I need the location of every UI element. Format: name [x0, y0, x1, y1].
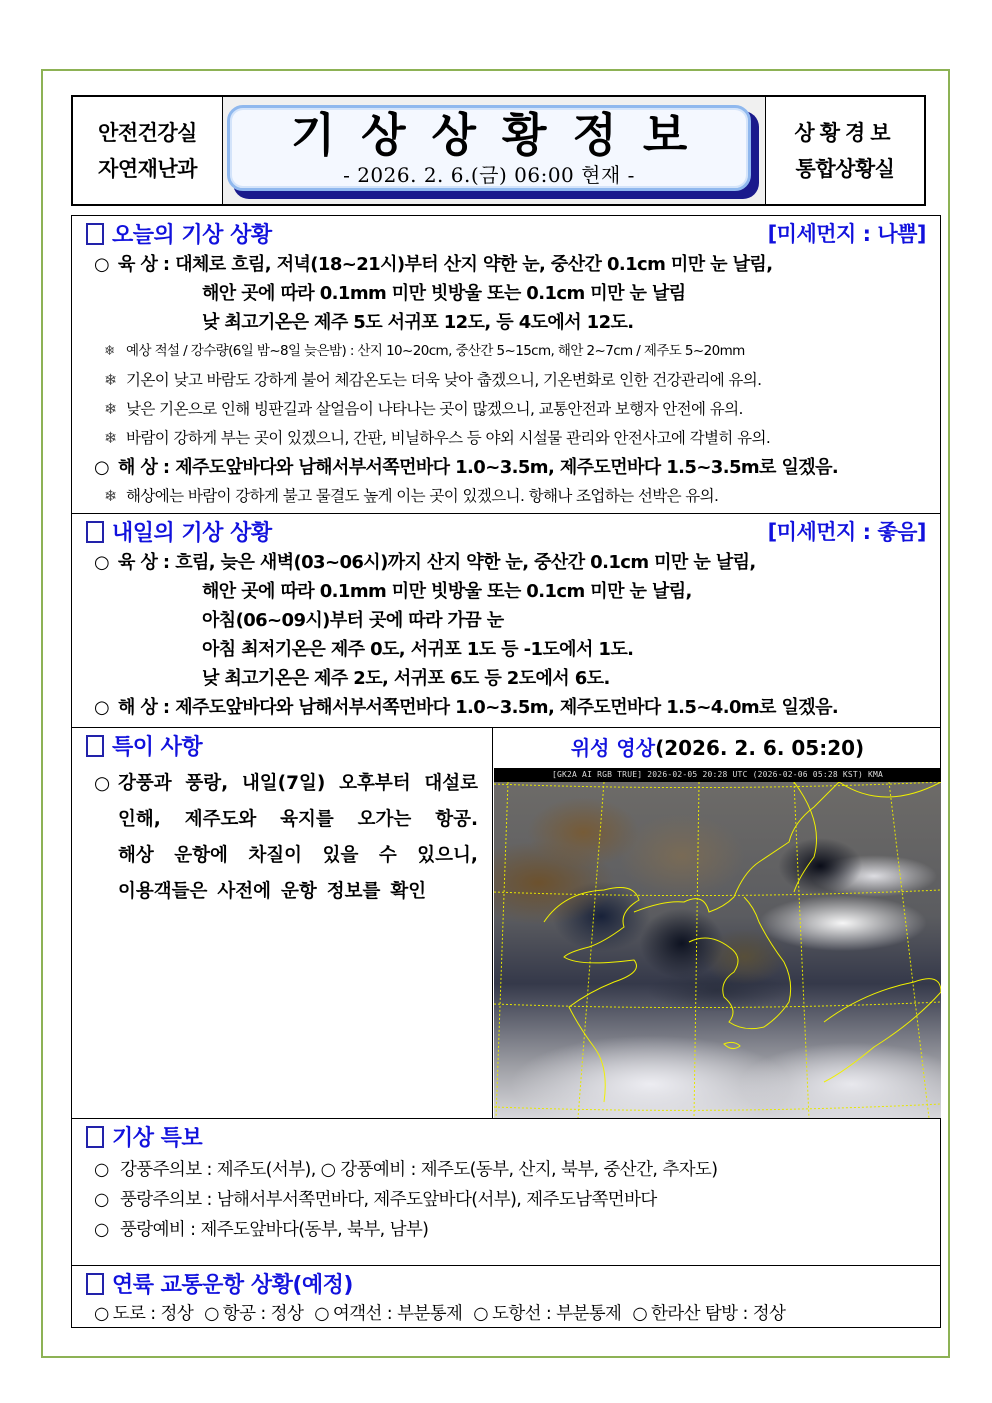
special-line: 해상 운항에 차질이 있을 수 있으니,: [118, 845, 478, 866]
land-forecast-line: 해안 곳에 따라 0.1mm 미만 빗방울 또는 0.1cm 미만 눈 날림,: [202, 581, 692, 602]
land-text: 흐림, 늦은 새벽(03~06시)까지 산지 약한 눈, 중산간 0.1cm 미만 눈 날림,: [175, 552, 756, 573]
snowflake-bullet-icon: ❄: [104, 343, 115, 359]
section-title: 기상 특보: [112, 1125, 203, 1151]
land-forecast-line: 아침(06~09시)부터 곳에 따라 가끔 눈: [202, 610, 504, 631]
sea-forecast-line: [72, 453, 940, 482]
note-line: ❄ 해상에는 바람이 강하게 불고 물결도 높게 이는 곳이 있겠으니. 항해나 조업하는 선박은 유의.: [72, 482, 940, 511]
section-title: 오늘의 기상 상황: [112, 222, 272, 248]
section-header: [72, 1119, 940, 1153]
warning-line: ○ 풍랑예비 : 제주도앞바다(동부, 북부, 남부): [72, 1215, 940, 1245]
transport-item-road: ○ 도로 : 정상: [94, 1304, 194, 1324]
special-line: 이용객들은 사전에 운항 정보를 확인: [118, 881, 427, 902]
section-title: 특이 사항: [112, 734, 203, 760]
snowflake-bullet-icon: ❄: [104, 371, 117, 389]
document-title: 기상상황정보: [290, 108, 714, 162]
title-area: [223, 97, 765, 204]
circle-bullet-icon: ○: [94, 1220, 109, 1240]
circle-bullet-icon: ○: [314, 1304, 329, 1324]
satellite-caption: [GK2A AI RGB TRUE] 2026-02-05 20:28 UTC (2026-02-06 05:28 KST) KMA: [494, 768, 941, 782]
report-body: [71, 215, 941, 1328]
section-header: [72, 216, 940, 250]
circle-bullet-icon: ○: [473, 1304, 488, 1324]
land-label: 육 상 :: [118, 552, 170, 573]
warning-line: ○ 강풍주의보 : 제주도(서부), ○ 강풍예비 : 제주도(동부, 산지, 북부, 중산간, 추자도): [72, 1155, 940, 1185]
section-special-notes: [72, 728, 940, 1119]
circle-bullet-icon: ○: [94, 1304, 109, 1324]
snowflake-bullet-icon: ❄: [104, 400, 117, 418]
checkbox-square-icon: [86, 735, 104, 757]
land-forecast-line: 아침 최저기온은 제주 0도, 서귀포 1도 등 -1도에서 1도.: [202, 639, 634, 660]
transport-status-line: [72, 1300, 940, 1328]
sea-text: 제주도앞바다와 남해서부서쪽먼바다 1.0~3.5m, 제주도먼바다 1.5~3.5m로 일겠음.: [175, 457, 839, 478]
sea-forecast-line: [72, 693, 940, 722]
section-header: [72, 514, 940, 548]
transport-item-air: ○ 항공 : 정상: [204, 1304, 304, 1324]
circle-bullet-icon: ○: [204, 1304, 219, 1324]
sea-label: 해 상 :: [118, 697, 170, 718]
section-title: 연륙 교통운항 상황(예정): [112, 1272, 353, 1298]
note-line: ❄ 기온이 낮고 바람도 강하게 불어 체감온도는 더욱 낮아 춥겠으니, 기온변화로 인한 건강관리에 유의.: [72, 366, 940, 395]
warning-line: ○ 풍랑주의보 : 남해서부서쪽먼바다, 제주도앞바다(서부), 제주도남쪽먼바다: [72, 1185, 940, 1215]
section-title: 내일의 기상 상황: [112, 520, 272, 546]
circle-bullet-icon: ○: [94, 552, 110, 573]
transport-item-hallasan: ○ 한라산 탐방 : 정상: [632, 1304, 786, 1324]
circle-bullet-icon: ○: [94, 254, 110, 275]
issuing-office: [765, 97, 924, 204]
section-today-weather: [72, 216, 940, 514]
fine-dust-status: [미세먼지 : 좋음]: [767, 520, 926, 544]
office-line-2: 통합상황실: [795, 156, 895, 181]
satellite-title: 위성 영상(2026. 2. 6. 05:20): [570, 736, 865, 760]
circle-bullet-icon: ○: [632, 1304, 647, 1324]
circle-bullet-icon: ○: [94, 1190, 109, 1210]
special-line: ○ 강풍과 풍랑, 내일(7일) 오후부터 대설로: [94, 766, 478, 802]
note-line: ❄ 낮은 기온으로 인해 빙판길과 살얼음이 나타나는 곳이 많겠으니, 교통안전과 보행자 안전에 유의.: [72, 395, 940, 424]
fine-dust-status: [미세먼지 : 나쁨]: [767, 222, 926, 246]
document-datetime: - 2026. 2. 6.(금) 06:00 현재 -: [343, 163, 635, 187]
satellite-panel: [494, 728, 941, 1118]
note-line: ❄ 바람이 강하게 부는 곳이 있겠으니, 간판, 비닐하우스 등 야외 시설물 관리와 안전사고에 각별히 유의.: [72, 424, 940, 453]
special-notes-text: [72, 762, 492, 910]
issuing-department: [73, 97, 223, 204]
special-notes-panel: [72, 728, 493, 1118]
land-forecast-line: [72, 250, 940, 279]
checkbox-square-icon: [86, 521, 104, 543]
office-line-1: 상황경보: [794, 120, 896, 145]
sea-text: 제주도앞바다와 남해서부서쪽먼바다 1.0~3.5m, 제주도먼바다 1.5~4.0m로 일겠음.: [175, 697, 839, 718]
section-header: [72, 1266, 940, 1300]
section-weather-warnings: [72, 1119, 940, 1266]
snowflake-bullet-icon: ❄: [104, 429, 117, 447]
land-text: 대체로 흐림, 저녁(18~21시)부터 산지 약한 눈, 중산간 0.1cm 미만 눈 날림,: [175, 254, 773, 275]
map-grid-overlay: [494, 782, 941, 1118]
sea-label: 해 상 :: [118, 457, 170, 478]
land-label: 육 상 :: [118, 254, 170, 275]
department-line-1: 안전건강실: [98, 120, 197, 145]
circle-bullet-icon: ○: [94, 697, 110, 718]
transport-item-island-ferry: ○ 도항선 : 부분통제: [473, 1304, 622, 1324]
land-forecast-line: 낮 최고기온은 제주 5도 서귀포 12도, 등 4도에서 12도.: [202, 312, 634, 333]
checkbox-square-icon: [86, 1273, 104, 1295]
transport-item-ferry: ○ 여객선 : 부분통제: [314, 1304, 463, 1324]
land-forecast-line: [72, 548, 940, 577]
circle-bullet-icon: ○: [94, 1160, 109, 1180]
section-transport-status: [72, 1266, 940, 1328]
checkbox-square-icon: [86, 1126, 104, 1148]
snowflake-bullet-icon: ❄: [104, 487, 117, 505]
document-header: [71, 95, 926, 206]
satellite-image: [494, 782, 941, 1118]
section-tomorrow-weather: [72, 514, 940, 728]
checkbox-square-icon: [86, 223, 104, 245]
special-line: 인해, 제주도와 육지를 오가는 항공.: [118, 809, 478, 830]
circle-bullet-icon: ○: [94, 773, 111, 794]
land-forecast-line: 해안 곳에 따라 0.1mm 미만 빗방울 또는 0.1cm 미만 눈 날림: [202, 283, 686, 304]
land-forecast-line: 낮 최고기온은 제주 2도, 서귀포 6도 등 2도에서 6도.: [202, 668, 610, 689]
section-header: [72, 728, 492, 762]
note-line: ❄ 예상 적설 / 강수량(6일 밤~8일 늦은밤) : 산지 10~20cm, 중산간 5~15cm, 해안 2~7cm / 제주도 5~20mm: [72, 337, 940, 366]
title-box: [227, 105, 751, 191]
department-line-2: 자연재난과: [98, 156, 197, 181]
circle-bullet-icon: ○: [94, 457, 110, 478]
